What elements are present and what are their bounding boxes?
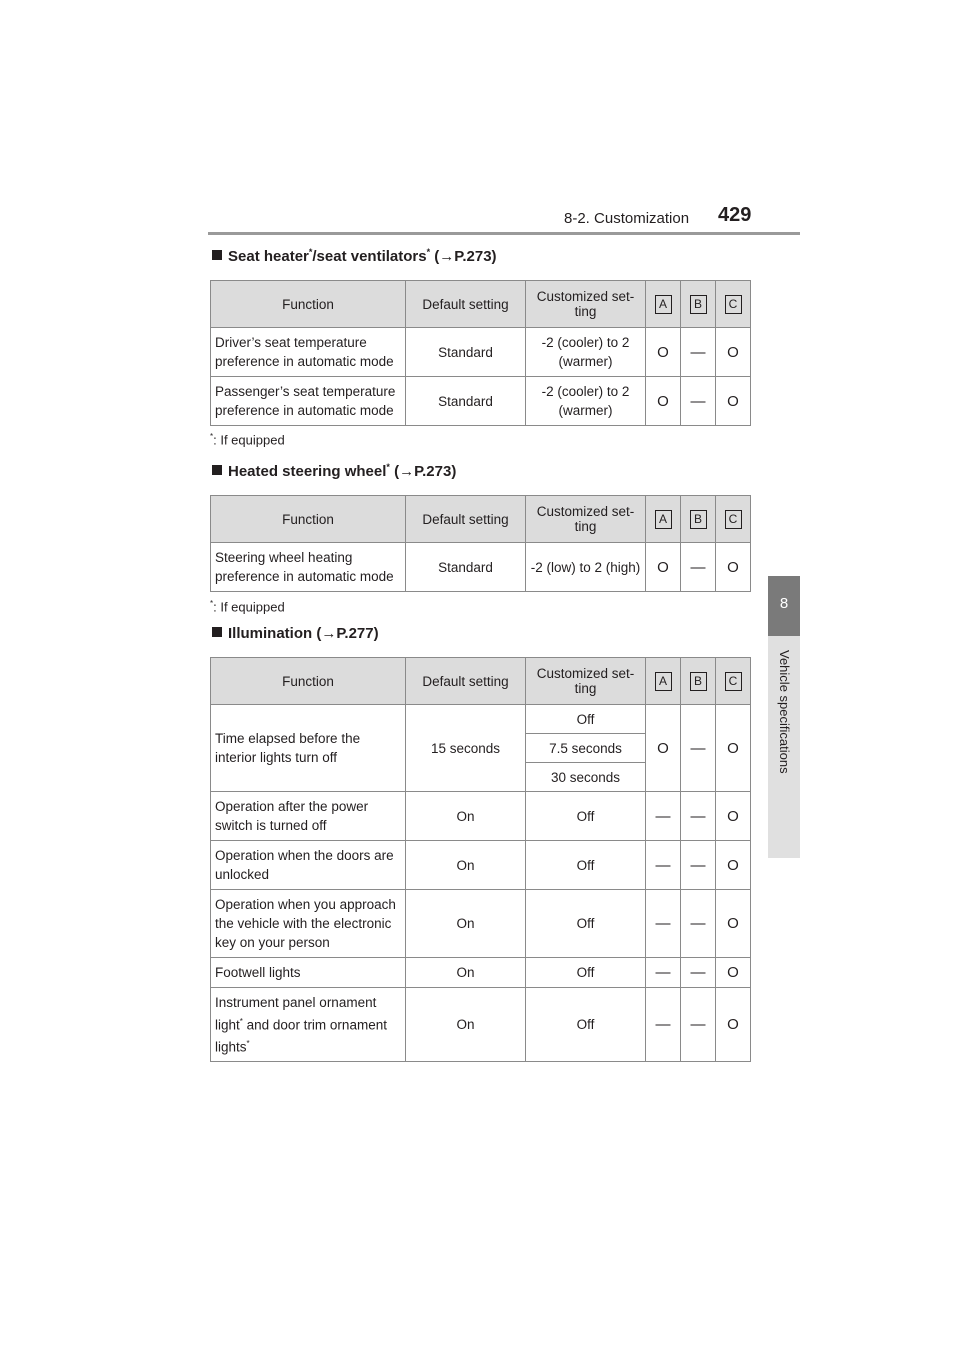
table-header-row: Function Default setting Customized set-ting A B C — [211, 658, 751, 705]
chapter-label: Vehicle specifications — [777, 650, 792, 774]
table-row: Instrument panel ornament light* and door trim ornament lights* On Off — — O — [211, 988, 751, 1062]
section-heading-illumination: Illumination (→P.277) — [212, 625, 379, 642]
table-header-row: Function Default setting Customized set-ting A B C — [211, 496, 751, 543]
badge-b: B — [690, 672, 707, 691]
header-rule — [208, 232, 800, 235]
chapter-number: 8 — [779, 595, 789, 612]
table-row: Driver’s seat temperature preference in automatic mode Standard -2 (cooler) to 2 (warmer) O — O — [211, 328, 751, 377]
badge-b: B — [690, 510, 707, 529]
square-bullet-icon — [212, 627, 222, 637]
chapter-label-tab — [768, 636, 800, 858]
illumination-settings-table — [210, 657, 751, 1062]
section-heading-seat: Seat heater*/seat ventilators* (→P.273) — [212, 247, 497, 265]
badge-c: C — [725, 672, 742, 691]
table-subrow: 7.5 seconds — [211, 734, 751, 763]
chapter-tab — [768, 576, 800, 636]
square-bullet-icon — [212, 250, 222, 260]
table-row: Operation after the power switch is turned off On Off — — O — [211, 792, 751, 841]
section-heading-steering: Heated steering wheel* (→P.273) — [212, 462, 456, 480]
page-number: 429 — [718, 204, 752, 226]
footnote: *: If equipped — [210, 599, 285, 615]
badge-c: C — [725, 295, 742, 314]
header-function: Function — [211, 281, 406, 328]
badge-c: C — [725, 510, 742, 529]
table-header-row — [211, 281, 751, 328]
table-row: Footwell lights On Off — — O — [211, 958, 751, 988]
table-row: Time elapsed before the interior lights turn off 15 seconds Off O — O — [211, 705, 751, 734]
badge-a: A — [655, 510, 672, 529]
table-row: Operation when you approach the vehicle with the electronic key on your person On Off — — O — [211, 890, 751, 958]
seat-settings-table — [210, 280, 751, 426]
header-default: Default setting — [406, 281, 526, 328]
table-row: Operation when the doors are unlocked On Off — — O — [211, 841, 751, 890]
section-title: 8-2. Customization — [564, 210, 690, 227]
table-row: Steering wheel heating preference in automatic mode Standard -2 (low) to 2 (high) O — O — [211, 543, 751, 592]
steering-settings-table — [210, 495, 751, 592]
page-header — [0, 200, 960, 240]
header-custom: Customized set-ting — [526, 281, 646, 328]
table-subrow: 30 seconds — [211, 763, 751, 792]
footnote: *: If equipped — [210, 432, 285, 448]
badge-a: A — [655, 295, 672, 314]
square-bullet-icon — [212, 465, 222, 475]
badge-b: B — [690, 295, 707, 314]
badge-a: A — [655, 672, 672, 691]
table-row: Passenger’s seat temperature preference in automatic mode Standard -2 (cooler) to 2 (warmer) O — O — [211, 377, 751, 426]
